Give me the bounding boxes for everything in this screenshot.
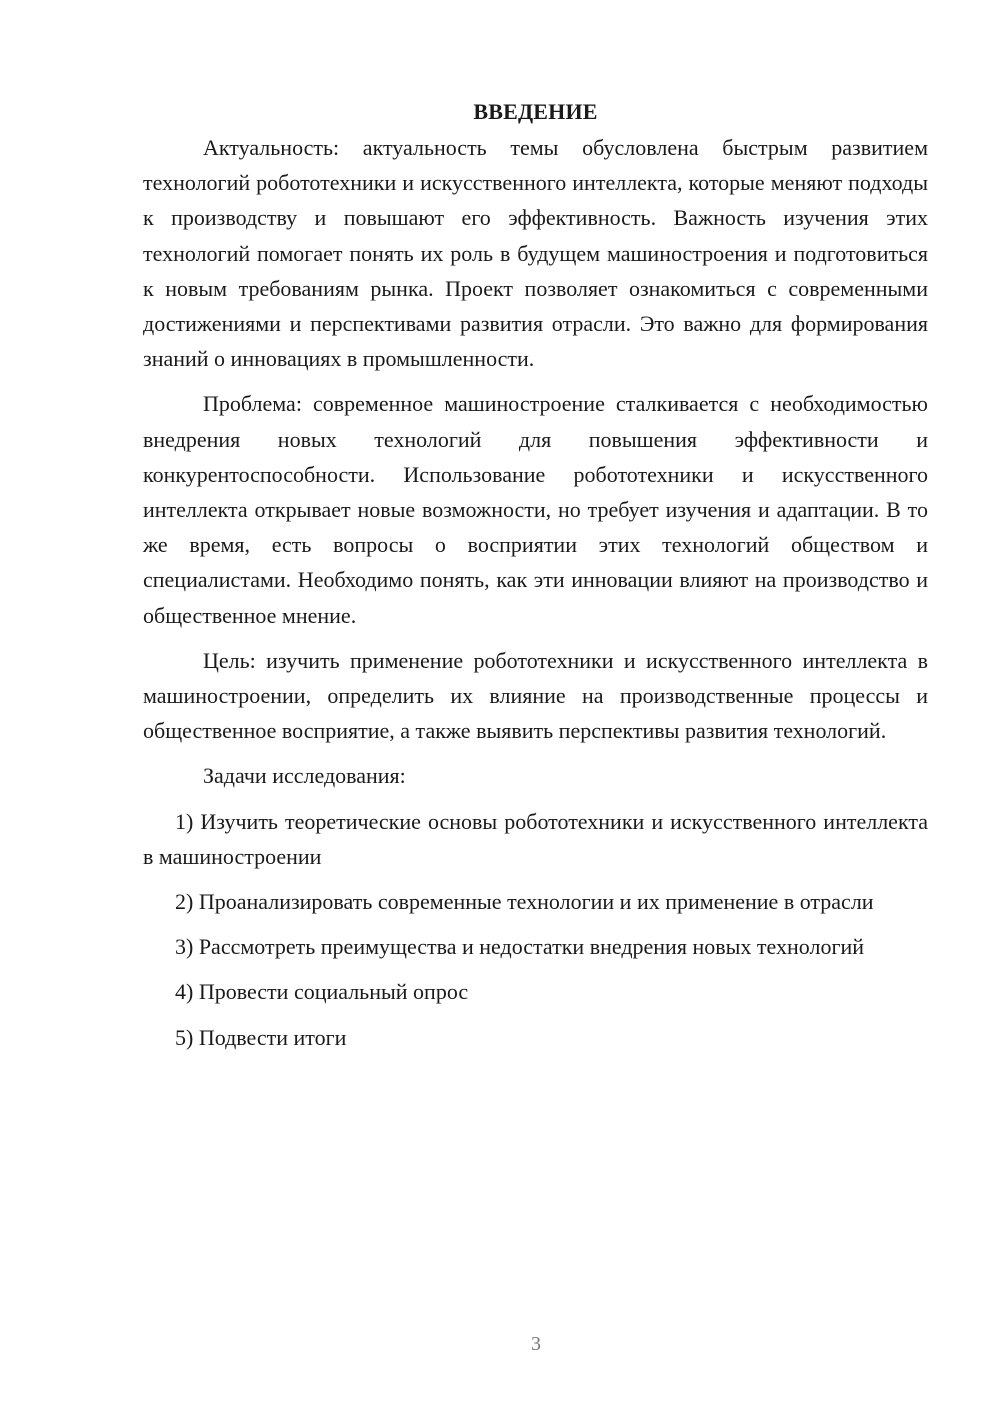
paragraph-relevance: Актуальность: актуальность темы обусловлена быстрым развитием технологий робототехники и искусственного интеллекта, которые меняют подходы к производству и повышают его эффективность. Важность изучения этих технологий помогает понять их роль в будущем машиностроения и подготовиться к новым требованиям рынка. Проект позволяет ознакомиться с современными достижениями и перспективами развития отрасли. Это важно для формирования знаний о инновациях в промышленности. bbox=[143, 135, 928, 372]
task-item-4: 4) Провести социальный опрос bbox=[175, 979, 469, 1005]
page-content bbox=[143, 94, 928, 1065]
paragraph-goal: Цель: изучить применение робототехники и искусственного интеллекта в машиностроении, определить их влияние на производственные процессы и общественное восприятие, а также выявить перспективы развития технологий. bbox=[143, 647, 928, 744]
paragraph-problem: Проблема: современное машиностроение сталкивается с необходимостью внедрения новых технологий для повышения эффективности и конкурентоспособности. Использование робототехники и искусственного интеллекта открывает новые возможности, но требует изучения и адаптации. В то же время, есть вопросы о восприятии этих технологий обществом и специалистами. Необходимо понять, как эти инновации влияют на производство и общественное мнение. bbox=[143, 391, 928, 628]
task-item-2: 2) Проанализировать современные технологии и их применение в отрасли bbox=[175, 889, 874, 915]
page-number: 3 bbox=[531, 1333, 541, 1355]
task-item-1: 1) Изучить теоретические основы робототехники и искусственного интеллекта в машиностроении bbox=[143, 808, 928, 869]
section-heading: ВВЕДЕНИЕ bbox=[473, 99, 598, 124]
task-item-3: 3) Рассмотреть преимущества и недостатки внедрения новых технологий bbox=[175, 934, 865, 960]
paragraph-tasks-intro: Задачи исследования: bbox=[203, 763, 406, 789]
task-item-5: 5) Подвести итоги bbox=[175, 1024, 347, 1050]
